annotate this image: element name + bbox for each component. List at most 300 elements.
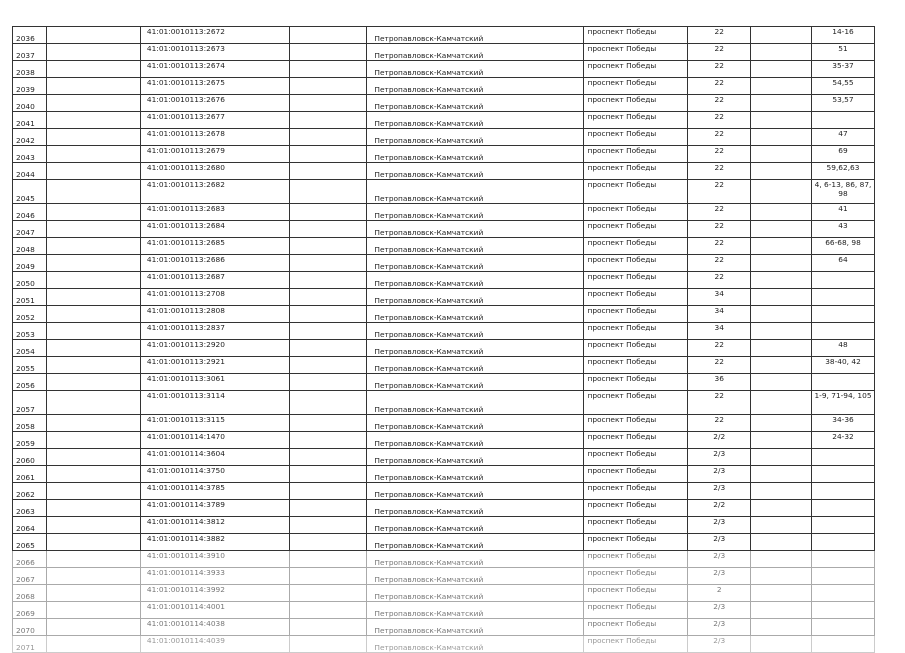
street-cell: проспект Победы <box>584 340 688 357</box>
row-number-cell: 2069 <box>13 602 47 619</box>
blank-cell <box>751 415 812 432</box>
blank-cell <box>46 449 140 466</box>
cadastral-number-cell: 41:01:0010113:3061 <box>140 374 289 391</box>
apartments-cell: 47 <box>812 129 875 146</box>
blank-cell <box>289 44 367 61</box>
row-number-cell: 2037 <box>13 44 47 61</box>
city-cell: Петропавловск-Камчатский <box>367 602 584 619</box>
street-cell: проспект Победы <box>584 163 688 180</box>
row-number-cell: 2048 <box>13 238 47 255</box>
cadastral-number-cell: 41:01:0010114:3789 <box>140 500 289 517</box>
city-cell: Петропавловск-Камчатский <box>367 517 584 534</box>
blank-cell <box>46 568 140 585</box>
house-number-cell: 2/3 <box>688 619 751 636</box>
house-number-cell: 34 <box>688 306 751 323</box>
table-row <box>13 61 875 78</box>
cadastral-number-cell: 41:01:0010113:2921 <box>140 357 289 374</box>
house-number-cell: 22 <box>688 415 751 432</box>
blank-cell <box>289 289 367 306</box>
street-cell: проспект Победы <box>584 432 688 449</box>
blank-cell <box>289 391 367 415</box>
blank-cell <box>289 415 367 432</box>
apartments-cell: 35-37 <box>812 61 875 78</box>
table-row <box>13 238 875 255</box>
apartments-cell: 69 <box>812 146 875 163</box>
blank-cell <box>289 146 367 163</box>
table-row <box>13 27 875 44</box>
city-cell: Петропавловск-Камчатский <box>367 44 584 61</box>
blank-cell <box>751 272 812 289</box>
blank-cell <box>46 534 140 551</box>
cadastral-number-cell: 41:01:0010113:2708 <box>140 289 289 306</box>
house-number-cell: 22 <box>688 61 751 78</box>
house-number-cell: 2/3 <box>688 483 751 500</box>
blank-cell <box>289 238 367 255</box>
table-row <box>13 95 875 112</box>
blank-cell <box>751 568 812 585</box>
row-number-cell: 2047 <box>13 221 47 238</box>
row-number-cell: 2068 <box>13 585 47 602</box>
apartments-cell: 53,57 <box>812 95 875 112</box>
cadastral-number-cell: 41:01:0010114:3750 <box>140 466 289 483</box>
row-number-cell: 2044 <box>13 163 47 180</box>
street-cell: проспект Победы <box>584 636 688 653</box>
row-number-cell: 2043 <box>13 146 47 163</box>
blank-cell <box>751 163 812 180</box>
city-cell: Петропавловск-Камчатский <box>367 432 584 449</box>
blank-cell <box>46 163 140 180</box>
table-row <box>13 619 875 636</box>
house-number-cell: 22 <box>688 78 751 95</box>
street-cell: проспект Победы <box>584 534 688 551</box>
street-cell: проспект Победы <box>584 466 688 483</box>
blank-cell <box>289 323 367 340</box>
house-number-cell: 22 <box>688 112 751 129</box>
cadastral-number-cell: 41:01:0010114:4039 <box>140 636 289 653</box>
street-cell: проспект Победы <box>584 44 688 61</box>
blank-cell <box>46 619 140 636</box>
cadastral-number-cell: 41:01:0010113:2677 <box>140 112 289 129</box>
blank-cell <box>289 95 367 112</box>
blank-cell <box>46 289 140 306</box>
cadastral-number-cell: 41:01:0010113:2680 <box>140 163 289 180</box>
house-number-cell: 2 <box>688 585 751 602</box>
row-number-cell: 2071 <box>13 636 47 653</box>
apartments-cell <box>812 534 875 551</box>
cadastral-number-cell: 41:01:0010113:2675 <box>140 78 289 95</box>
blank-cell <box>46 415 140 432</box>
city-cell: Петропавловск-Камчатский <box>367 357 584 374</box>
blank-cell <box>46 602 140 619</box>
table-row <box>13 306 875 323</box>
table-row <box>13 323 875 340</box>
row-number-cell: 2059 <box>13 432 47 449</box>
house-number-cell: 22 <box>688 163 751 180</box>
row-number-cell: 2060 <box>13 449 47 466</box>
city-cell: Петропавловск-Камчатский <box>367 374 584 391</box>
row-number-cell: 2045 <box>13 180 47 204</box>
house-number-cell: 2/3 <box>688 636 751 653</box>
row-number-cell: 2063 <box>13 500 47 517</box>
blank-cell <box>751 551 812 568</box>
table-row <box>13 636 875 653</box>
blank-cell <box>751 534 812 551</box>
blank-cell <box>46 78 140 95</box>
apartments-cell: 34-36 <box>812 415 875 432</box>
city-cell: Петропавловск-Камчатский <box>367 27 584 44</box>
blank-cell <box>289 204 367 221</box>
blank-cell <box>751 500 812 517</box>
blank-cell <box>289 374 367 391</box>
table-row <box>13 466 875 483</box>
blank-cell <box>751 180 812 204</box>
cadastral-number-cell: 41:01:0010114:3992 <box>140 585 289 602</box>
blank-cell <box>289 129 367 146</box>
house-number-cell: 22 <box>688 238 751 255</box>
city-cell: Петропавловск-Камчатский <box>367 129 584 146</box>
city-cell: Петропавловск-Камчатский <box>367 180 584 204</box>
blank-cell <box>751 323 812 340</box>
table-row <box>13 585 875 602</box>
city-cell: Петропавловск-Камчатский <box>367 391 584 415</box>
table-row <box>13 180 875 204</box>
city-cell: Петропавловск-Камчатский <box>367 323 584 340</box>
blank-cell <box>751 255 812 272</box>
blank-cell <box>751 340 812 357</box>
apartments-cell <box>812 374 875 391</box>
cadastral-number-cell: 41:01:0010113:2808 <box>140 306 289 323</box>
cadastral-number-cell: 41:01:0010113:2674 <box>140 61 289 78</box>
row-number-cell: 2039 <box>13 78 47 95</box>
house-number-cell: 2/3 <box>688 517 751 534</box>
city-cell: Петропавловск-Камчатский <box>367 112 584 129</box>
street-cell: проспект Победы <box>584 391 688 415</box>
apartments-cell: 66-68, 98 <box>812 238 875 255</box>
street-cell: проспект Победы <box>584 551 688 568</box>
row-number-cell: 2065 <box>13 534 47 551</box>
street-cell: проспект Победы <box>584 204 688 221</box>
blank-cell <box>751 602 812 619</box>
blank-cell <box>289 466 367 483</box>
table-row <box>13 289 875 306</box>
blank-cell <box>751 517 812 534</box>
blank-cell <box>751 146 812 163</box>
street-cell: проспект Победы <box>584 306 688 323</box>
table-row <box>13 517 875 534</box>
blank-cell <box>46 238 140 255</box>
street-cell: проспект Победы <box>584 289 688 306</box>
house-number-cell: 2/2 <box>688 500 751 517</box>
house-number-cell: 34 <box>688 323 751 340</box>
cadastral-number-cell: 41:01:0010113:2686 <box>140 255 289 272</box>
street-cell: проспект Победы <box>584 146 688 163</box>
blank-cell <box>289 534 367 551</box>
house-number-cell: 22 <box>688 357 751 374</box>
city-cell: Петропавловск-Камчатский <box>367 619 584 636</box>
row-number-cell: 2067 <box>13 568 47 585</box>
cadastral-number-cell: 41:01:0010113:2685 <box>140 238 289 255</box>
house-number-cell: 34 <box>688 289 751 306</box>
registry-table <box>12 26 875 653</box>
city-cell: Петропавловск-Камчатский <box>367 272 584 289</box>
blank-cell <box>751 78 812 95</box>
blank-cell <box>46 517 140 534</box>
cadastral-number-cell: 41:01:0010114:3812 <box>140 517 289 534</box>
blank-cell <box>46 112 140 129</box>
row-number-cell: 2049 <box>13 255 47 272</box>
city-cell: Петропавловск-Камчатский <box>367 204 584 221</box>
house-number-cell: 22 <box>688 180 751 204</box>
row-number-cell: 2066 <box>13 551 47 568</box>
house-number-cell: 22 <box>688 27 751 44</box>
blank-cell <box>289 306 367 323</box>
row-number-cell: 2046 <box>13 204 47 221</box>
city-cell: Петропавловск-Камчатский <box>367 255 584 272</box>
street-cell: проспект Победы <box>584 112 688 129</box>
row-number-cell: 2036 <box>13 27 47 44</box>
street-cell: проспект Победы <box>584 238 688 255</box>
blank-cell <box>751 44 812 61</box>
cadastral-number-cell: 41:01:0010114:4001 <box>140 602 289 619</box>
blank-cell <box>46 374 140 391</box>
blank-cell <box>46 27 140 44</box>
apartments-cell <box>812 289 875 306</box>
table-row <box>13 221 875 238</box>
blank-cell <box>751 306 812 323</box>
table-row <box>13 204 875 221</box>
table-row <box>13 415 875 432</box>
blank-cell <box>289 517 367 534</box>
blank-cell <box>751 636 812 653</box>
cadastral-number-cell: 41:01:0010113:3114 <box>140 391 289 415</box>
table-row <box>13 146 875 163</box>
blank-cell <box>751 432 812 449</box>
blank-cell <box>46 306 140 323</box>
house-number-cell: 22 <box>688 340 751 357</box>
apartments-cell: 38-40, 42 <box>812 357 875 374</box>
apartments-cell: 64 <box>812 255 875 272</box>
row-number-cell: 2061 <box>13 466 47 483</box>
cadastral-number-cell: 41:01:0010113:2920 <box>140 340 289 357</box>
street-cell: проспект Победы <box>584 27 688 44</box>
blank-cell <box>46 357 140 374</box>
blank-cell <box>46 551 140 568</box>
row-number-cell: 2042 <box>13 129 47 146</box>
blank-cell <box>46 95 140 112</box>
blank-cell <box>751 238 812 255</box>
blank-cell <box>751 112 812 129</box>
blank-cell <box>46 391 140 415</box>
table-row <box>13 374 875 391</box>
row-number-cell: 2070 <box>13 619 47 636</box>
street-cell: проспект Победы <box>584 323 688 340</box>
house-number-cell: 2/3 <box>688 602 751 619</box>
street-cell: проспект Победы <box>584 180 688 204</box>
table-row <box>13 602 875 619</box>
blank-cell <box>46 221 140 238</box>
row-number-cell: 2040 <box>13 95 47 112</box>
row-number-cell: 2050 <box>13 272 47 289</box>
row-number-cell: 2056 <box>13 374 47 391</box>
city-cell: Петропавловск-Камчатский <box>367 466 584 483</box>
table-row <box>13 449 875 466</box>
cadastral-number-cell: 41:01:0010114:3785 <box>140 483 289 500</box>
house-number-cell: 2/3 <box>688 551 751 568</box>
apartments-cell <box>812 551 875 568</box>
street-cell: проспект Победы <box>584 568 688 585</box>
street-cell: проспект Победы <box>584 585 688 602</box>
table-row <box>13 129 875 146</box>
row-number-cell: 2051 <box>13 289 47 306</box>
table-row <box>13 551 875 568</box>
street-cell: проспект Победы <box>584 78 688 95</box>
apartments-cell: 54,55 <box>812 78 875 95</box>
blank-cell <box>46 44 140 61</box>
blank-cell <box>751 204 812 221</box>
apartments-cell <box>812 500 875 517</box>
table-row <box>13 432 875 449</box>
apartments-cell <box>812 466 875 483</box>
row-number-cell: 2054 <box>13 340 47 357</box>
cadastral-number-cell: 41:01:0010114:3882 <box>140 534 289 551</box>
table-row <box>13 500 875 517</box>
cadastral-number-cell: 41:01:0010113:2837 <box>140 323 289 340</box>
blank-cell <box>289 112 367 129</box>
city-cell: Петропавловск-Камчатский <box>367 483 584 500</box>
table-row <box>13 391 875 415</box>
cadastral-number-cell: 41:01:0010113:2684 <box>140 221 289 238</box>
row-number-cell: 2062 <box>13 483 47 500</box>
blank-cell <box>289 272 367 289</box>
street-cell: проспект Победы <box>584 374 688 391</box>
cadastral-number-cell: 41:01:0010113:2679 <box>140 146 289 163</box>
blank-cell <box>289 27 367 44</box>
house-number-cell: 22 <box>688 272 751 289</box>
apartments-cell <box>812 517 875 534</box>
cadastral-number-cell: 41:01:0010113:2687 <box>140 272 289 289</box>
blank-cell <box>751 129 812 146</box>
blank-cell <box>289 432 367 449</box>
table-row <box>13 534 875 551</box>
blank-cell <box>289 163 367 180</box>
city-cell: Петропавловск-Камчатский <box>367 289 584 306</box>
city-cell: Петропавловск-Камчатский <box>367 636 584 653</box>
cadastral-number-cell: 41:01:0010113:3115 <box>140 415 289 432</box>
apartments-cell: 24-32 <box>812 432 875 449</box>
table-row <box>13 568 875 585</box>
street-cell: проспект Победы <box>584 517 688 534</box>
cadastral-number-cell: 41:01:0010113:2673 <box>140 44 289 61</box>
blank-cell <box>289 340 367 357</box>
house-number-cell: 36 <box>688 374 751 391</box>
city-cell: Петропавловск-Камчатский <box>367 238 584 255</box>
blank-cell <box>751 27 812 44</box>
city-cell: Петропавловск-Камчатский <box>367 163 584 180</box>
apartments-cell <box>812 272 875 289</box>
registry-table-body <box>13 27 875 653</box>
blank-cell <box>751 357 812 374</box>
street-cell: проспект Победы <box>584 415 688 432</box>
blank-cell <box>751 61 812 78</box>
apartments-cell: 48 <box>812 340 875 357</box>
street-cell: проспект Победы <box>584 129 688 146</box>
blank-cell <box>289 255 367 272</box>
city-cell: Петропавловск-Камчатский <box>367 61 584 78</box>
house-number-cell: 2/2 <box>688 432 751 449</box>
blank-cell <box>289 483 367 500</box>
apartments-cell: 43 <box>812 221 875 238</box>
blank-cell <box>289 500 367 517</box>
city-cell: Петропавловск-Камчатский <box>367 551 584 568</box>
blank-cell <box>289 78 367 95</box>
blank-cell <box>289 357 367 374</box>
house-number-cell: 22 <box>688 391 751 415</box>
table-row <box>13 272 875 289</box>
cadastral-number-cell: 41:01:0010114:4038 <box>140 619 289 636</box>
blank-cell <box>46 432 140 449</box>
city-cell: Петропавловск-Камчатский <box>367 585 584 602</box>
house-number-cell: 22 <box>688 221 751 238</box>
blank-cell <box>751 95 812 112</box>
apartments-cell: 41 <box>812 204 875 221</box>
cadastral-number-cell: 41:01:0010113:2676 <box>140 95 289 112</box>
city-cell: Петропавловск-Камчатский <box>367 78 584 95</box>
cadastral-number-cell: 41:01:0010113:2678 <box>140 129 289 146</box>
house-number-cell: 22 <box>688 129 751 146</box>
city-cell: Петропавловск-Камчатский <box>367 340 584 357</box>
cadastral-number-cell: 41:01:0010113:2672 <box>140 27 289 44</box>
apartments-cell <box>812 112 875 129</box>
blank-cell <box>751 619 812 636</box>
house-number-cell: 22 <box>688 95 751 112</box>
blank-cell <box>289 602 367 619</box>
cadastral-number-cell: 41:01:0010114:3910 <box>140 551 289 568</box>
street-cell: проспект Победы <box>584 272 688 289</box>
blank-cell <box>46 129 140 146</box>
table-row <box>13 483 875 500</box>
street-cell: проспект Победы <box>584 61 688 78</box>
row-number-cell: 2053 <box>13 323 47 340</box>
blank-cell <box>46 636 140 653</box>
blank-cell <box>289 180 367 204</box>
blank-cell <box>289 551 367 568</box>
house-number-cell: 2/3 <box>688 568 751 585</box>
apartments-cell: 4, 6-13, 86, 87, 98 <box>812 180 875 204</box>
cadastral-number-cell: 41:01:0010114:3933 <box>140 568 289 585</box>
blank-cell <box>289 221 367 238</box>
apartments-cell <box>812 585 875 602</box>
table-row <box>13 255 875 272</box>
blank-cell <box>46 204 140 221</box>
city-cell: Петропавловск-Камчатский <box>367 500 584 517</box>
row-number-cell: 2038 <box>13 61 47 78</box>
street-cell: проспект Победы <box>584 255 688 272</box>
blank-cell <box>46 255 140 272</box>
blank-cell <box>751 585 812 602</box>
apartments-cell: 51 <box>812 44 875 61</box>
house-number-cell: 22 <box>688 146 751 163</box>
apartments-cell: 1-9, 71-94, 105 <box>812 391 875 415</box>
blank-cell <box>289 619 367 636</box>
row-number-cell: 2057 <box>13 391 47 415</box>
blank-cell <box>751 466 812 483</box>
city-cell: Петропавловск-Камчатский <box>367 221 584 238</box>
street-cell: проспект Победы <box>584 483 688 500</box>
city-cell: Петропавловск-Камчатский <box>367 306 584 323</box>
city-cell: Петропавловск-Камчатский <box>367 146 584 163</box>
blank-cell <box>46 180 140 204</box>
blank-cell <box>751 221 812 238</box>
